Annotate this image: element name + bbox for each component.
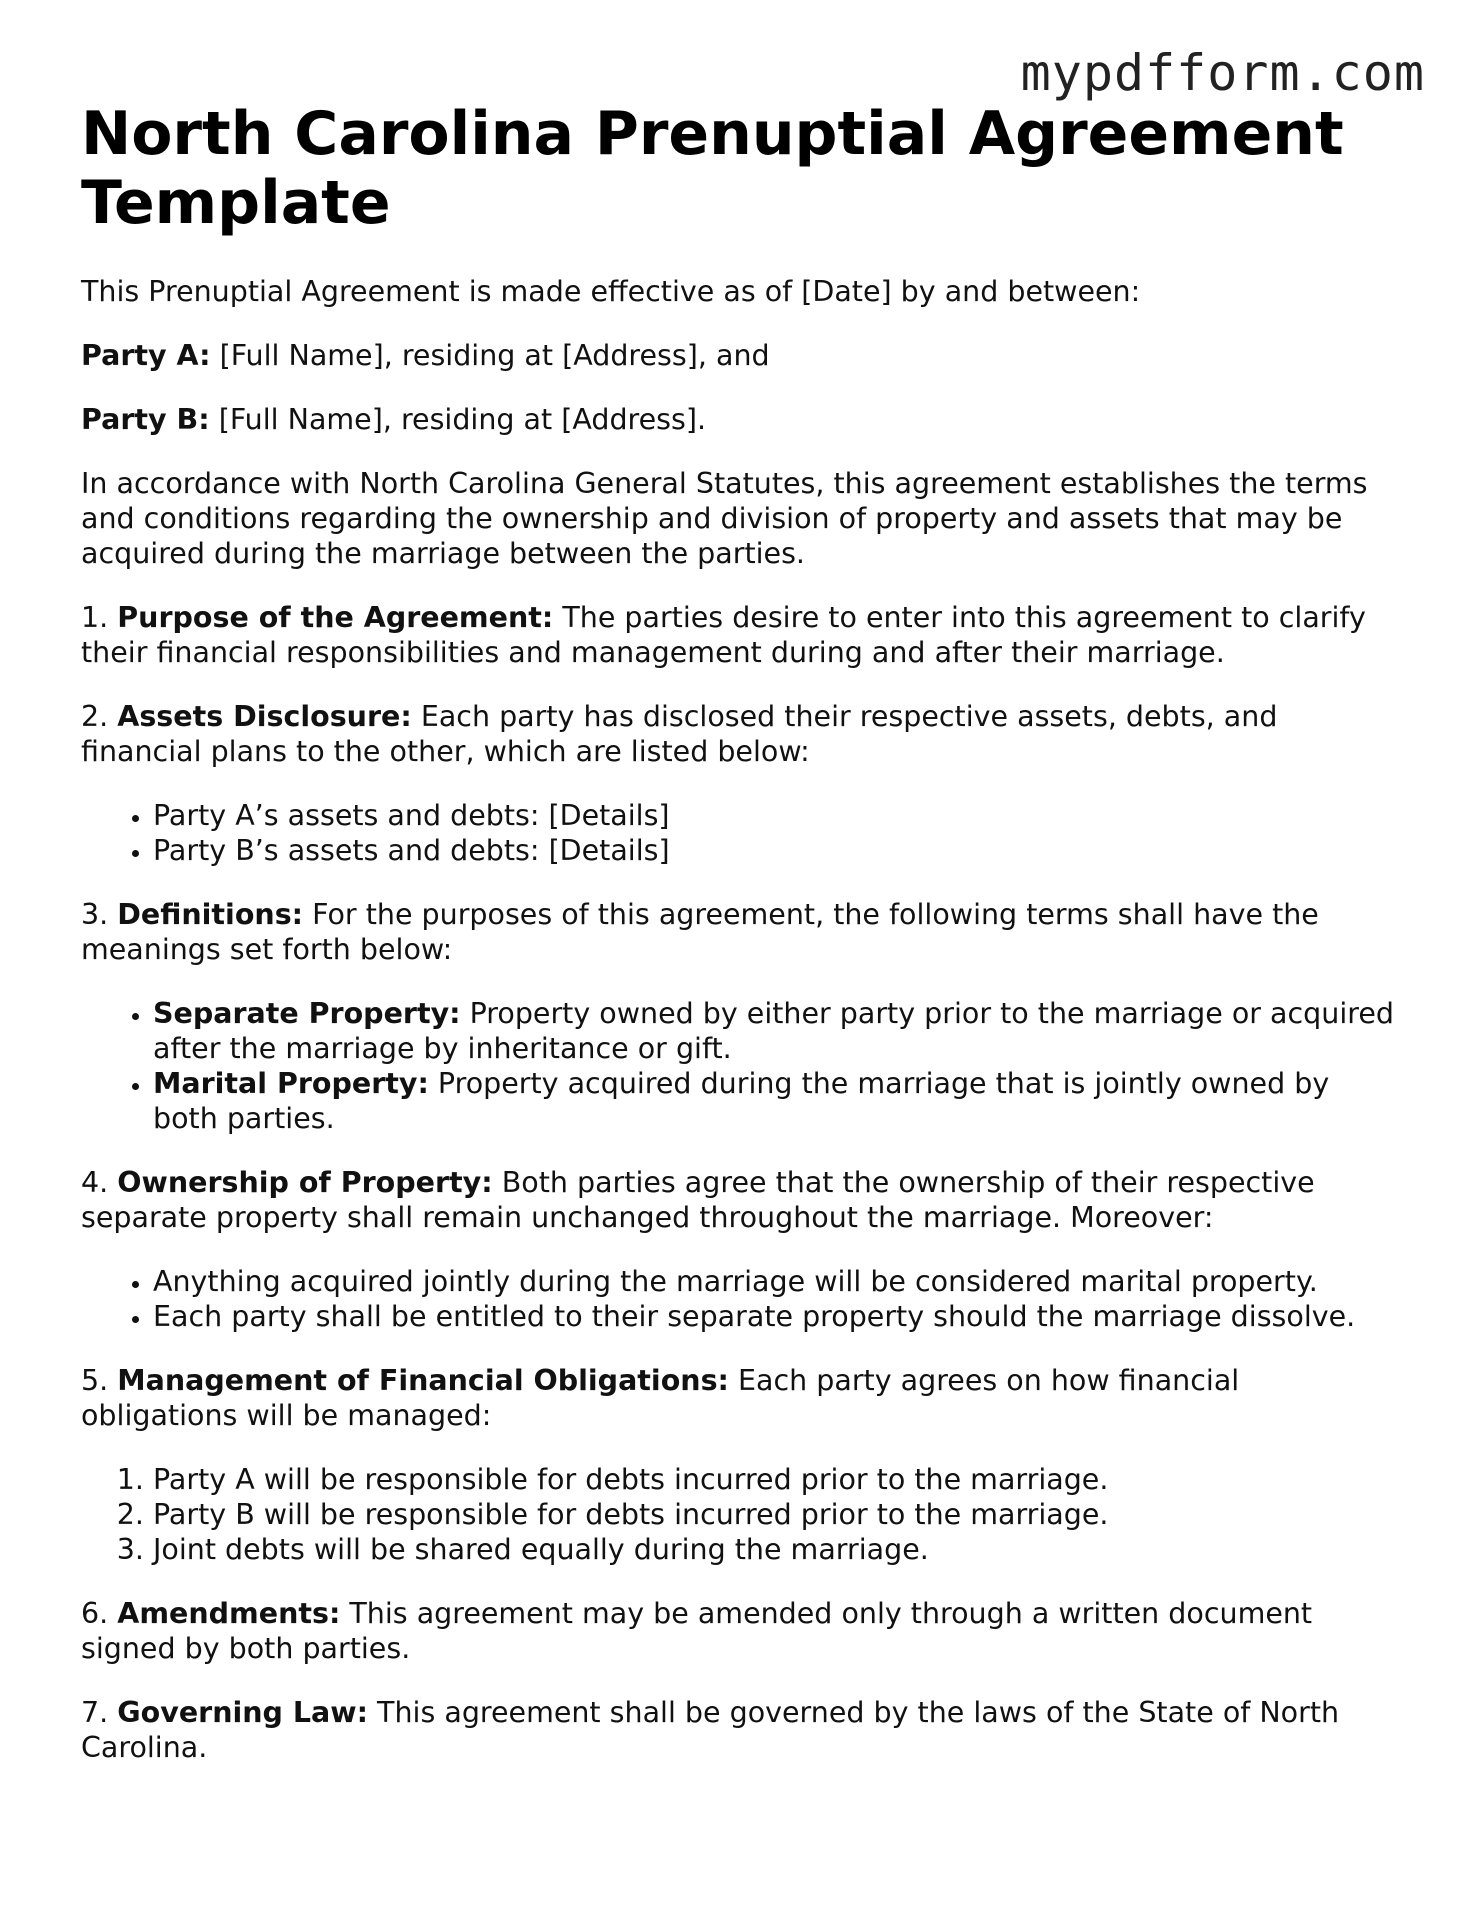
section-4-heading: Ownership of Property: [117,1166,493,1199]
section-7 [81,1695,1401,1765]
section-2-text: Each party has disclosed their respective assets, debts, and financial plans to the other, which are listed below: [81,700,1278,768]
section-1 [81,600,1401,670]
preamble-paragraph: In accordance with North Carolina General Statutes, this agreement establishes the terms and conditions regarding the ownership and division of property and assets that may be acquired during the marriage between the parties. [81,467,1368,570]
watermark: mypdfform.com [1020,44,1425,102]
list-item: • Each party shall be entitled to their separate property should the marriage dissolve. [153,1299,1401,1334]
list-item: 2. Party B will be responsible for debts incurred prior to the marriage. [153,1497,1401,1532]
section-5-number: 5. [81,1364,118,1397]
section-5-heading: Management of Financial Obligations: [117,1364,729,1397]
definition-text: Property acquired during the marriage that is jointly owned by both parties. [153,1067,1330,1135]
list-item: • Anything acquired jointly during the marriage will be considered marital property. [153,1264,1401,1299]
section-7-number: 7. [81,1696,118,1729]
party-b-label: Party B: [81,403,210,436]
section-2-number: 2. [81,700,118,733]
intro-paragraph: This Prenuptial Agreement is made effective as of [Date] by and between: [81,275,1141,308]
section-7-text: This agreement shall be governed by the laws of the State of North Carolina. [81,1696,1340,1764]
section-5 [81,1363,1401,1433]
section-6-text: This agreement may be amended only through a written document signed by both parties. [81,1597,1313,1665]
list-item: • Party A’s assets and debts: [Details] [153,798,1401,833]
definition-term: Marital Property: [153,1067,429,1100]
list-item: • Party B’s assets and debts: [Details] [153,833,1401,868]
party-a-text: [Full Name], residing at [Address], and [210,339,770,372]
section-2 [81,699,1401,769]
section-6-heading: Amendments: [117,1597,341,1630]
section-7-heading: Governing Law: [117,1696,368,1729]
party-a-line [81,338,1401,373]
definition-text: Property owned by either party prior to the marriage or acquired after the marriage by inheritance or gift. [153,997,1394,1065]
definition-item [153,1066,1401,1136]
document-body [81,100,1401,1794]
section-4-number: 4. [81,1166,118,1199]
list-item: 1. Party A will be responsible for debts incurred prior to the marriage. [153,1462,1401,1497]
section-5-list [81,1462,1401,1567]
party-a-label: Party A: [81,339,211,372]
section-4 [81,1165,1401,1235]
section-1-text: The parties desire to enter into this agreement to clarify their financial responsibilities and management during and after their marriage. [81,601,1366,669]
section-1-heading: Purpose of the Agreement: [117,601,554,634]
page-title: North Carolina Prenuptial Agreement Template [81,99,1344,238]
section-3-list [81,996,1401,1136]
section-4-text: Both parties agree that the ownership of their respective separate property shall remain unchanged throughout the marriage. Moreover: [81,1166,1315,1234]
definition-item [153,996,1401,1066]
party-b-line [81,402,1401,437]
section-1-number: 1. [81,601,118,634]
section-3-text: For the purposes of this agreement, the following terms shall have the meanings set forth below: [81,898,1319,966]
party-b-text: [Full Name], residing at [Address]. [209,403,707,436]
section-4-list [81,1264,1401,1334]
definition-term: Separate Property: [153,997,461,1030]
section-2-heading: Assets Disclosure: [117,700,412,733]
list-item: 3. Joint debts will be shared equally during the marriage. [153,1532,1401,1567]
section-3-number: 3. [81,898,118,931]
section-6 [81,1596,1401,1666]
section-3-heading: Definitions: [117,898,304,931]
section-2-list [81,798,1401,868]
section-5-text: Each party agrees on how financial obligations will be managed: [81,1364,1240,1432]
section-6-number: 6. [81,1597,118,1630]
section-3 [81,897,1401,967]
